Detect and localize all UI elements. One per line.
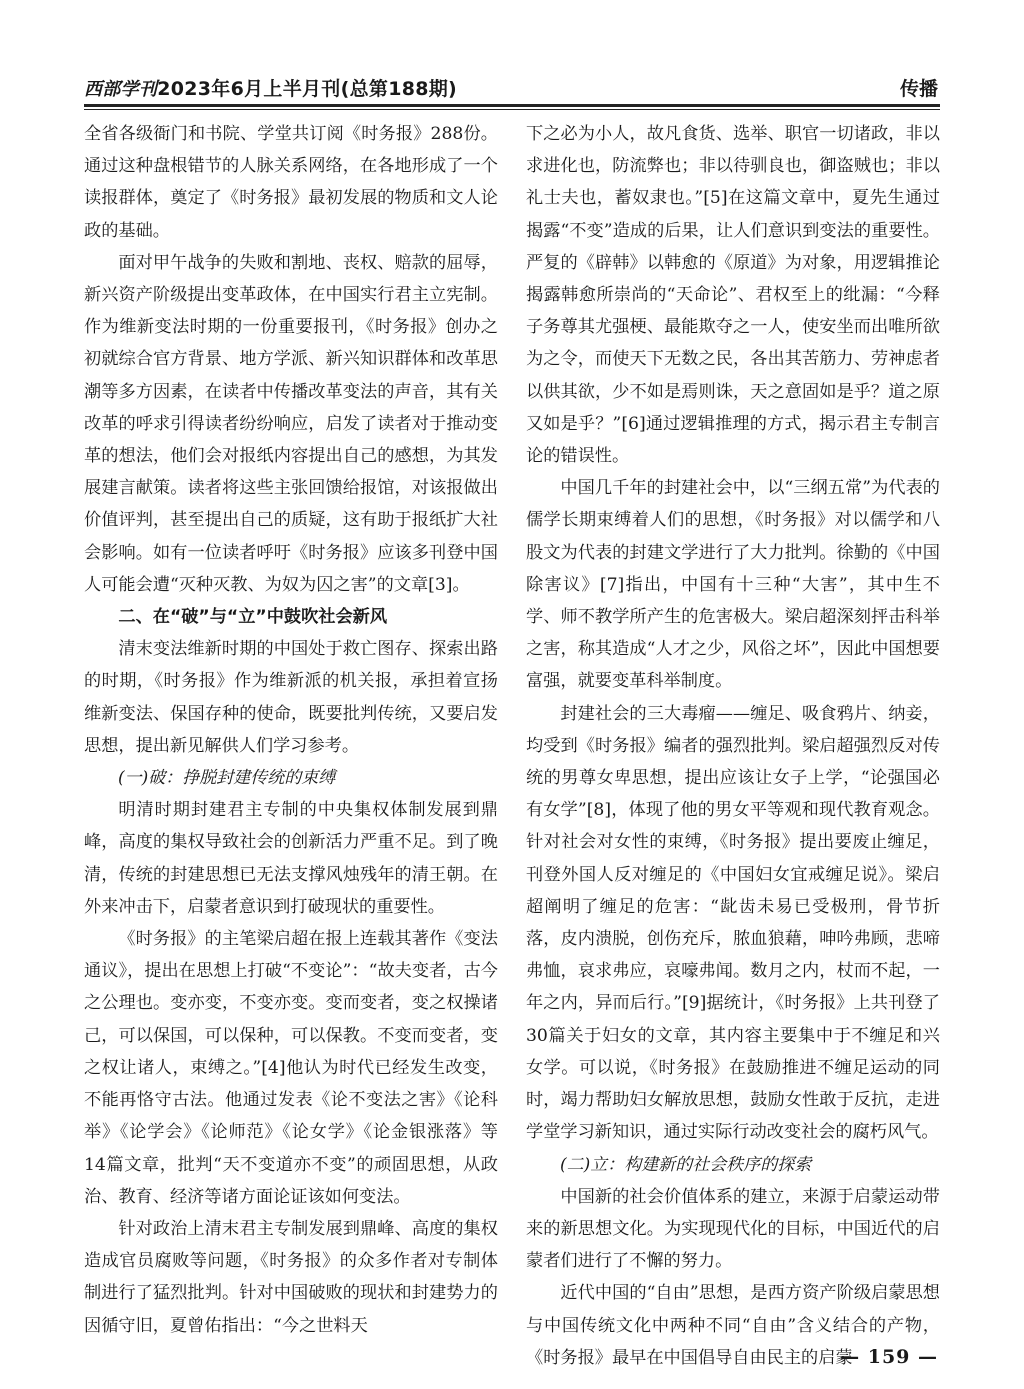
running-header <box>84 72 940 104</box>
paragraph: 中国几千年的封建社会中，以“三纲五常”为代表的儒学长期束缚着人们的思想，《时务报》对以儒学和八股文为代表的封建文学进行了大力批判。徐勤的《中国除害议》[7]指出，中国有十三种“大害”，其中生不学、师不教学所产生的危害极大。梁启超深刻抨击科举之害，称其造成“人才之少，风俗之坏”，因此中国想要富强，就要变革科举制度。 <box>526 478 940 692</box>
journal-issue-line <box>84 74 457 101</box>
subsection-heading: (二)立：构建新的社会秩序的探索 <box>560 1154 812 1175</box>
paragraph: 《时务报》的主笔梁启超在报上连载其著作《变法通议》，提出在思想上打破“不变论”：“故夫变者，古今之公理也。变亦变，不变亦变。变而变者，变之权操诸己，可以保国，可以保种，可以保教。不变而变者，变之权让诸人，束缚之。”[4]他认为时代已经发生改变，不能再恪守古法。他通过发表《论不变法之害》《论科举》《论学会》《论师范》《论女学》《论金银涨落》等14篇文章，批判“天不变道亦不变”的顽固思想，从政治、教育、经济等诸方面论证该如何变法。 <box>84 929 498 1207</box>
header-rule-thick <box>84 104 940 107</box>
section-heading: 二、在“破”与“立”中鼓吹社会新风 <box>118 607 388 628</box>
left-column <box>84 118 498 1343</box>
paragraph: 封建社会的三大毒瘤——缠足、吸食鸦片、纳妾，均受到《时务报》编者的强烈批判。梁启超强烈反对传统的男尊女卑思想，提出应该让女子上学，“论强国必有女学”[8]，体现了他的男女平等观和现代教育观念。针对社会对女性的束缚，《时务报》提出要废止缠足，刊登外国人反对缠足的《中国妇女宜戒缠足说》。梁启超阐明了缠足的危害：“龀齿未易已受极刑，骨节折落，皮内溃脱，创伤充斥，脓血狼藉，呻吟弗顾，悲啼弗恤，哀求弗应，哀嚎弗闻。数月之内，杖而不起，一年之内，异而后行。”[9]据统计，《时务报》上共刊登了30篇关于妇女的文章，其内容主要集中于不缠足和兴女学。可以说，《时务报》在鼓励推进不缠足运动的同时，竭力帮助妇女解放思想，鼓励女性敢于反抗，走进学堂学习新知识，通过实际行动改变社会的腐朽风气。 <box>526 703 940 1143</box>
journal-logo: 西部学刊 <box>84 79 158 100</box>
paragraph: 中国新的社会价值体系的建立，来源于启蒙运动带来的新思想文化。为实现现代化的目标，中国近代的启蒙者们进行了不懈的努力。 <box>526 1186 940 1272</box>
header-rule-thin <box>84 109 940 110</box>
paragraph: 近代中国的“自由”思想，是西方资产阶级启蒙思想与中国传统文化中两种不同“自由”含义结合的产物，《时务报》最早在中国倡导自由民主的启蒙 <box>526 1283 940 1368</box>
paragraph: 下之必为小人，故凡食货、选举、职官一切诸政，非以求进化也，防流弊也；非以待驯良也，御盗贼也；非以礼士夫也，蓄奴隶也。”[5]在这篇文章中，夏先生通过揭露“不变”造成的后果，让人们意识到变法的重要性。严复的《辟韩》以韩愈的《原道》为对象，用逻辑推论揭露韩愈所崇尚的“天命论”、君权至上的纰漏：“今释子务尊其尤强梗、最能欺夺之一人，使安坐而出唯所欲为之令，而使天下无数之民，各出其苦筋力、劳神虑者以供其欲，少不如是焉则诛，天之意固如是乎？道之原又如是乎？”[6]通过逻辑推理的方式，揭示君主专制言论的错误性。 <box>526 124 940 467</box>
paragraph: 全省各级衙门和书院、学堂共订阅《时务报》288份。通过这种盘根错节的人脉关系网络，在各地形成了一个读报群体，奠定了《时务报》最初发展的物质和文人论政的基础。 <box>84 124 498 241</box>
issue-info: 2023年6月上半月刊(总第188期) <box>157 78 458 100</box>
page-number: — 159 — <box>840 1346 938 1368</box>
section-name: 传播 <box>899 78 938 100</box>
paragraph: 面对甲午战争的失败和割地、丧权、赔款的屈辱，新兴资产阶级提出变革政体，在中国实行君主立宪制。作为维新变法时期的一份重要报刊，《时务报》创办之初就综合官方背景、地方学派、新兴知识群体和改革思潮等多方因素，在读者中传播改革变法的声音，其有关改革的呼求引得读者纷纷响应，启发了读者对于推动变革的想法，他们会对报纸内容提出自己的感想，为其发展建言献策。读者将这些主张回馈给报馆，对该报做出价值评判，甚至提出自己的质疑，这有助于报纸扩大社会影响。如有一位读者呼吁《时务报》应该多刊登中国人可能会遭“灭种灭教、为奴为囚之害”的文章[3]。 <box>84 252 498 595</box>
subsection-heading: (一)破：挣脱封建传统的束缚 <box>118 768 336 789</box>
paragraph: 清末变法维新时期的中国处于救亡图存、探索出路的时期，《时务报》作为维新派的机关报，承担着宣扬维新变法、保国存种的使命，既要批判传统，又要启发思想，提出新见解供人们学习参考。 <box>84 639 498 756</box>
paragraph: 针对政治上清末君主专制发展到鼎峰、高度的集权造成官员腐败等问题，《时务报》的众多作者对专制体制进行了猛烈批判。针对中国破败的现状和封建势力的因循守旧，夏曾佑指出：“今之世料天 <box>84 1218 498 1336</box>
paragraph: 明清时期封建君主专制的中央集权体制发展到鼎峰，高度的集权导致社会的创新活力严重不足。到了晚清，传统的封建思想已无法支撑风烛残年的清王朝。在外来冲击下，启蒙者意识到打破现状的重要性。 <box>84 800 498 917</box>
